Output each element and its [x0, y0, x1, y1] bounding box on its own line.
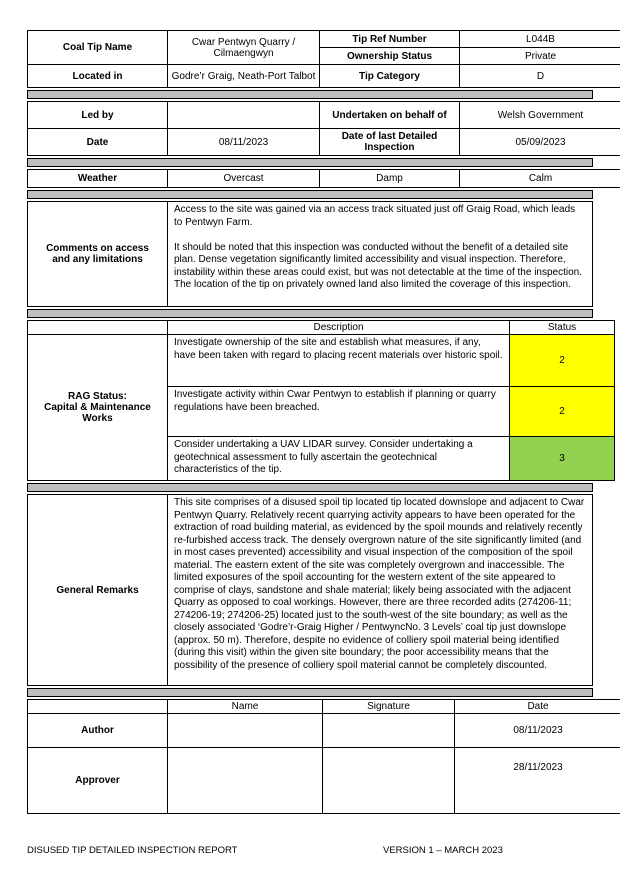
comments-text — [168, 202, 593, 307]
identification-table — [27, 30, 620, 88]
section-divider — [27, 90, 593, 99]
section-divider — [27, 309, 593, 318]
rag-row-description: Investigate activity within Cwar Pentwyn to establish if planning or quarry regulations have been breached. — [168, 387, 510, 437]
weather-table — [27, 169, 620, 188]
weather-label: Weather — [28, 170, 168, 188]
comments-table — [27, 201, 593, 307]
tip-category-label: Tip Category — [320, 65, 460, 88]
led-by-label: Led by — [28, 102, 168, 129]
general-remarks-table — [27, 494, 593, 686]
weather-value-sky: Overcast — [168, 170, 320, 188]
rag-status-label — [28, 335, 168, 481]
signoff-name-header: Name — [168, 700, 323, 714]
coal-tip-name-value: Cwar Pentwyn Quarry / Cilmaengwyn — [168, 31, 320, 65]
signoff-table — [27, 699, 620, 814]
rag-status-table — [27, 320, 615, 481]
approver-date-cell: 28/11/2023 — [455, 748, 620, 814]
comments-paragraph-2: It should be noted that this inspection was conducted without the benefit of a detailed site plan. Dense vegetation significantly limited accessibility and visual inspection. Therefore, instability within these areas could exist, but was not detectable at the time of the inspection. The location of the tip on privately owned land also limited the coverage of this inspection. — [174, 241, 583, 290]
ownership-status-value: Private — [460, 48, 620, 65]
footer-report-title: DISUSED TIP DETAILED INSPECTION REPORT — [27, 845, 238, 856]
comments-paragraph-1: Access to the site was gained via an access track situated just off Graig Road, which leads to Pentwyn Farm. — [174, 204, 576, 228]
author-name-cell — [168, 714, 323, 748]
undertaken-on-behalf-label: Undertaken on behalf of — [320, 102, 460, 129]
signoff-signature-header: Signature — [323, 700, 455, 714]
author-signature-cell — [323, 714, 455, 748]
last-detailed-inspection-value: 05/09/2023 — [460, 129, 620, 156]
inspection-meta-table — [27, 101, 620, 156]
section-divider — [27, 158, 593, 167]
rag-row-status: 2 — [510, 387, 615, 437]
rag-header-empty-cell — [28, 321, 168, 335]
tip-ref-number-label: Tip Ref Number — [320, 31, 460, 48]
rag-label-line2: Capital & Maintenance Works — [44, 402, 151, 424]
comments-label-line1: Comments on access — [46, 243, 149, 254]
tip-category-value: D — [460, 65, 620, 88]
date-value: 08/11/2023 — [168, 129, 320, 156]
comments-label-line2: and any limitations — [52, 254, 143, 265]
section-divider — [27, 688, 593, 697]
rag-status-header: Status — [510, 321, 615, 335]
section-divider — [27, 190, 593, 199]
general-remarks-label: General Remarks — [28, 495, 168, 686]
section-divider — [27, 483, 593, 492]
approver-signature-cell — [323, 748, 455, 814]
signoff-date-header: Date — [455, 700, 620, 714]
located-in-value: Godre’r Graig, Neath-Port Talbot — [168, 65, 320, 88]
rag-label-line1: RAG Status: — [68, 391, 127, 402]
weather-value-moisture: Damp — [320, 170, 460, 188]
general-remarks-text: This site comprises of a disused spoil tip located tip located downslope and adjacent to Cwar Pentwyn Quarry. Relatively recent quarrying activity appears to have been operated for the extraction of road building material, as evidenced by the spoil mounds and relatively recently re-furbished access track. The densely overgrown nature of the site significantly limited (and in most cases prevented) accessibility and visual inspection of the composition of the spoil material. The eastern extent of the site was completely overgrown and inaccessible. The limited exposures of the spoil accounting for the western extent of the site appeared to comprise of clays, sandstone and shale material; likely being associated with the adjacent Quarry as opposed to coal workings. However, there are three recorded adits (274206-11; 274206-19; 274206-25) located just to the south-west of the site boundary; as well as the closely associated ‘Godre’r-Graig Higher / PentwyncNo. 3 Levels’ coal tip just downslope (approx. 50 m). Therefore, despite no evidence of colliery spoil material being identified (during this visit) within the given site boundary; the poor accessibility means that the possibility of the presence of colliery spoil material cannot be completely discounted. — [168, 495, 593, 686]
coal-tip-name-label: Coal Tip Name — [28, 31, 168, 65]
weather-value-wind: Calm — [460, 170, 620, 188]
author-date-cell: 08/11/2023 — [455, 714, 620, 748]
rag-row-description: Investigate ownership of the site and establish what measures, if any, have been taken with regard to placing recent materials over historic spoil. — [168, 335, 510, 387]
approver-role-label: Approver — [28, 748, 168, 814]
signoff-header-empty-cell — [28, 700, 168, 714]
approver-name-cell — [168, 748, 323, 814]
undertaken-on-behalf-value: Welsh Government — [460, 102, 620, 129]
rag-row-description: Consider undertaking a UAV LIDAR survey. Consider undertaking a geotechnical assessment to fully ascertain the geotechnical characteristics of the tip. — [168, 437, 510, 481]
date-label: Date — [28, 129, 168, 156]
rag-row-status: 2 — [510, 335, 615, 387]
located-in-label: Located in — [28, 65, 168, 88]
footer-version: VERSION 1 – MARCH 2023 — [383, 845, 503, 856]
report-page — [27, 30, 593, 814]
rag-row-status: 3 — [510, 437, 615, 481]
comments-label — [28, 202, 168, 307]
author-role-label: Author — [28, 714, 168, 748]
tip-ref-number-value: L044B — [460, 31, 620, 48]
led-by-value — [168, 102, 320, 129]
last-detailed-inspection-label: Date of last Detailed Inspection — [320, 129, 460, 156]
ownership-status-label: Ownership Status — [320, 48, 460, 65]
rag-description-header: Description — [168, 321, 510, 335]
